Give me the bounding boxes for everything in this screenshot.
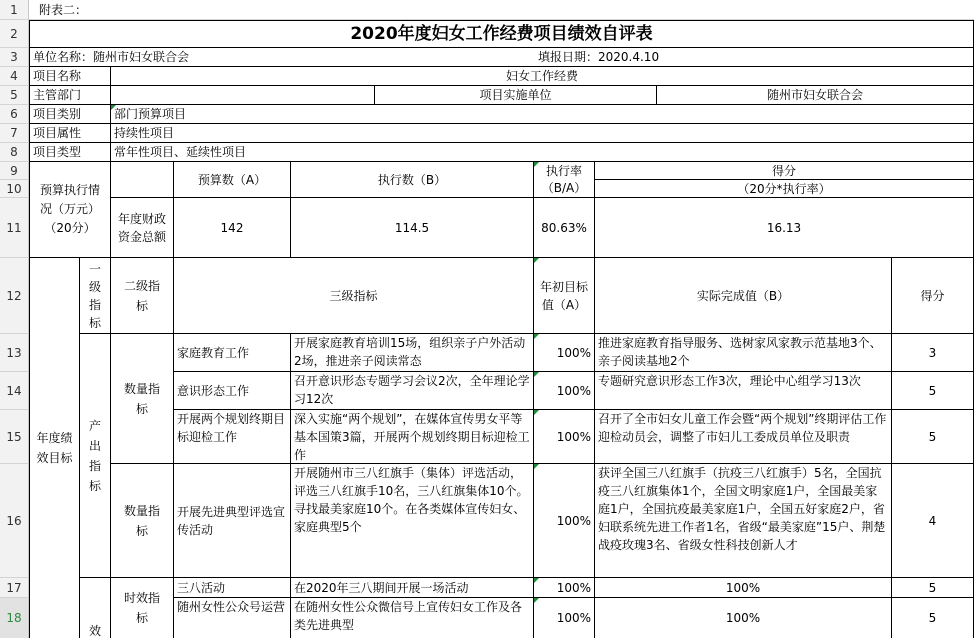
row-header[interactable]: 8 xyxy=(0,143,29,162)
budget-a-label[interactable]: 预算数（A） xyxy=(174,162,291,198)
score-cell[interactable]: 4 xyxy=(892,464,974,578)
dept-value-cell[interactable] xyxy=(111,86,375,105)
target-value-cell[interactable]: 100% xyxy=(534,578,595,598)
score-col-header[interactable]: 得分 xyxy=(892,258,974,334)
fill-date-cell[interactable]: 填报日期：2020.4.10 xyxy=(534,48,974,67)
row-header[interactable]: 10 xyxy=(0,180,29,198)
score-cell[interactable]: 3 xyxy=(892,334,974,372)
lvl3-target-cell[interactable]: 开展家庭教育培训15场，组织亲子户外活动2场，推进亲子阅读常态 xyxy=(291,334,534,372)
lvl1-header[interactable]: 一级指标 xyxy=(80,258,111,334)
row-header[interactable]: 16 xyxy=(0,464,29,578)
impl-unit-value[interactable]: 随州市妇女联合会 xyxy=(657,86,974,105)
actual-value-cell[interactable]: 100% xyxy=(595,578,892,598)
qty-indicator-label-2[interactable]: 数量指标 xyxy=(111,464,174,578)
lvl3-name-cell[interactable]: 意识形态工作 xyxy=(174,372,291,410)
score-formula[interactable]: （20分*执行率） xyxy=(595,180,974,198)
row-header[interactable]: 5 xyxy=(0,86,29,105)
unit-name-cell[interactable]: 单位名称：随州市妇女联合会 xyxy=(29,48,534,67)
row-header[interactable]: 2 xyxy=(0,20,29,48)
effect-indicator-label: 效 xyxy=(88,624,101,638)
budget-blank-cell[interactable] xyxy=(111,162,174,198)
row-header[interactable]: 6 xyxy=(0,105,29,124)
exec-b-value[interactable]: 114.5 xyxy=(291,198,534,258)
annex-cell[interactable]: 附表二： xyxy=(29,0,974,20)
lvl3-name-cell[interactable]: 开展先进典型评选宣传活动 xyxy=(174,464,291,578)
row-header[interactable]: 4 xyxy=(0,67,29,86)
effect-indicator-partial[interactable] xyxy=(80,578,111,638)
output-indicator-label[interactable]: 产出指标 xyxy=(80,334,111,578)
project-name-label[interactable]: 项目名称 xyxy=(29,67,111,86)
qty-indicator-label-1[interactable]: 数量指标 xyxy=(111,334,174,464)
score-cell[interactable]: 5 xyxy=(892,578,974,598)
actual-value-cell[interactable]: 100% xyxy=(595,598,892,638)
dept-label[interactable]: 主管部门 xyxy=(29,86,111,105)
score-cell[interactable]: 5 xyxy=(892,410,974,464)
category-label[interactable]: 项目类别 xyxy=(29,105,111,124)
fund-total-label[interactable]: 年度财政资金总额 xyxy=(111,198,174,258)
exec-rate-label[interactable]: 执行率（B/A） xyxy=(534,162,595,198)
row-header[interactable]: 3 xyxy=(0,48,29,67)
actual-value-cell[interactable]: 召开了全市妇女儿童工作会暨“两个规划”终期评估工作迎检动员会，调整了市妇儿工委成员单位及职责 xyxy=(595,410,892,464)
target-value-cell[interactable]: 100% xyxy=(534,372,595,410)
lvl3-name-cell[interactable]: 家庭教育工作 xyxy=(174,334,291,372)
type-label[interactable]: 项目类型 xyxy=(29,143,111,162)
lvl3-target-cell[interactable]: 在随州女性公众微信号上宣传妇女工作及各类先进典型 xyxy=(291,598,534,638)
row-header-selected[interactable]: 18 xyxy=(0,598,29,638)
score-cell[interactable]: 5 xyxy=(892,372,974,410)
type-value[interactable]: 常年性项目、延续性项目 xyxy=(111,143,974,162)
score-label[interactable]: 得分 xyxy=(595,162,974,180)
exec-rate-value[interactable]: 80.63% xyxy=(534,198,595,258)
lvl3-target-cell[interactable]: 在2020年三八期间开展一场活动 xyxy=(291,578,534,598)
target-value-cell[interactable]: 100% xyxy=(534,334,595,372)
attribute-value[interactable]: 持续性项目 xyxy=(111,124,974,143)
target-header[interactable]: 年初目标值（A） xyxy=(534,258,595,334)
lvl3-header[interactable]: 三级指标 xyxy=(174,258,534,334)
row-header[interactable]: 13 xyxy=(0,334,29,372)
impl-unit-label[interactable]: 项目实施单位 xyxy=(375,86,657,105)
lvl3-name-cell[interactable]: 三八活动 xyxy=(174,578,291,598)
sheet-title[interactable]: 2020年度妇女工作经费项目绩效自评表 xyxy=(29,20,974,48)
lvl3-target-cell[interactable]: 深入实施“两个规划”，在媒体宣传男女平等基本国策3篇，开展两个规划终期目标迎检工作 xyxy=(291,410,534,464)
row-header[interactable]: 1 xyxy=(0,0,29,20)
target-value-cell[interactable]: 100% xyxy=(534,464,595,578)
attribute-label[interactable]: 项目属性 xyxy=(29,124,111,143)
budget-a-value[interactable]: 142 xyxy=(174,198,291,258)
row-header[interactable]: 7 xyxy=(0,124,29,143)
row-header[interactable]: 12 xyxy=(0,258,29,334)
lvl3-name-cell[interactable]: 开展两个规划终期目标迎检工作 xyxy=(174,410,291,464)
exec-b-label[interactable]: 执行数（B） xyxy=(291,162,534,198)
lvl3-target-cell[interactable]: 开展随州市三八红旗手（集体）评选活动，评选三八红旗手10名，三八红旗集体10个。寻找最美家庭10个。在各类媒体宣传妇女、家庭典型5个 xyxy=(291,464,534,578)
actual-value-cell[interactable]: 专题研究意识形态工作3次，理论中心组学习13次 xyxy=(595,372,892,410)
target-value-cell[interactable]: 100% xyxy=(534,410,595,464)
row-header[interactable]: 9 xyxy=(0,162,29,180)
lvl3-target-cell[interactable]: 召开意识形态专题学习会议2次，全年理论学习12次 xyxy=(291,372,534,410)
actual-value-cell[interactable]: 获评全国三八红旗手（抗疫三八红旗手）5名，全国抗疫三八红旗集体1个，全国文明家庭1户，全国最美家庭1户，全国抗疫最美家庭1户，全国五好家庭2户，省妇联系统先进工作者1名，省级“最美家庭”15户、荆楚战疫玫瑰3名、省级女性科技创新人才 xyxy=(595,464,892,578)
score-cell[interactable]: 5 xyxy=(892,598,974,638)
actual-value-cell[interactable]: 推进家庭教育指导服务、选树家风家教示范基地3个、亲子阅读基地2个 xyxy=(595,334,892,372)
score-value[interactable]: 16.13 xyxy=(595,198,974,258)
row-header[interactable]: 15 xyxy=(0,410,29,464)
target-value-cell[interactable]: 100% xyxy=(534,598,595,638)
row-header[interactable]: 14 xyxy=(0,372,29,410)
actual-header[interactable]: 实际完成值（B） xyxy=(595,258,892,334)
lvl3-name-cell[interactable]: 随州女性公众号运营 xyxy=(174,598,291,638)
project-name-value[interactable]: 妇女工作经费 xyxy=(111,67,974,86)
row-header[interactable]: 11 xyxy=(0,198,29,258)
lvl2-header[interactable]: 二级指标 xyxy=(111,258,174,334)
annual-perf-label[interactable]: 年度绩效目标 xyxy=(29,258,80,638)
budget-exec-label[interactable]: 预算执行情况（万元）（20分） xyxy=(29,162,111,258)
category-value[interactable]: 部门预算项目 xyxy=(111,105,974,124)
time-indicator-label[interactable]: 时效指标 xyxy=(111,578,174,638)
row-header[interactable]: 17 xyxy=(0,578,29,598)
